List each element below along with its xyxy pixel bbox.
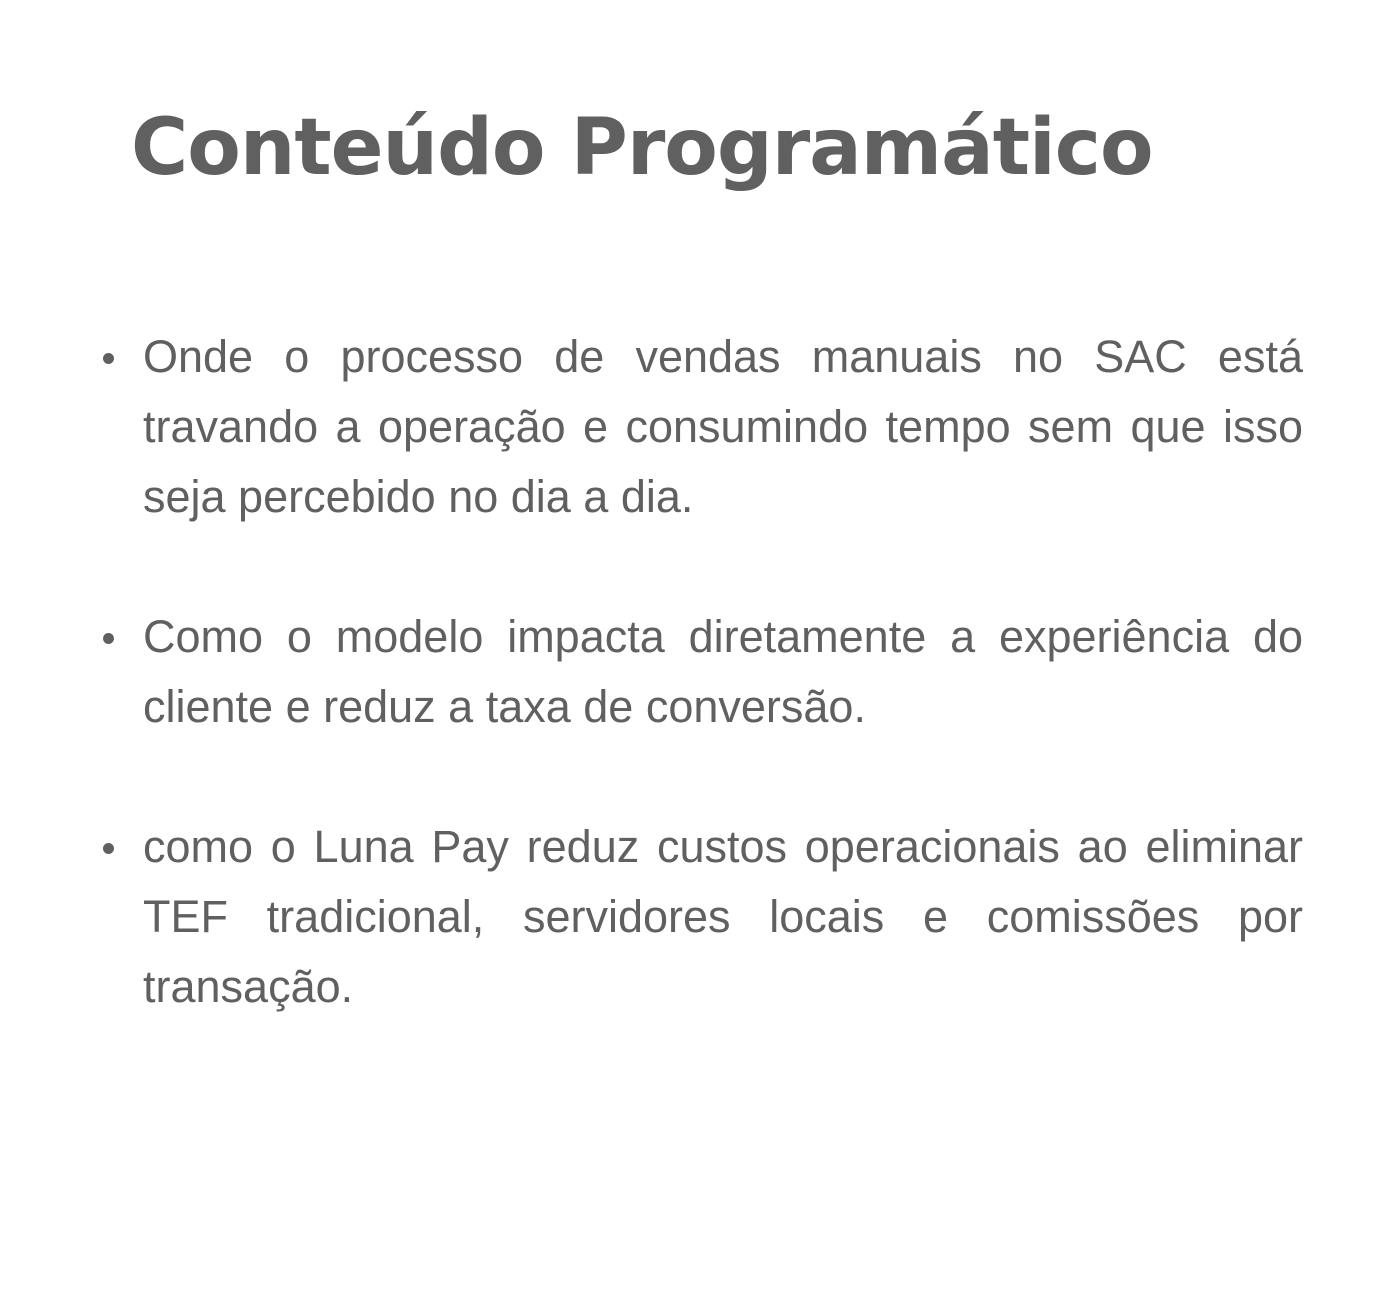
- topic-text: Como o modelo impacta diretamente a experiência do cliente e reduz a taxa de conversão.: [143, 611, 1303, 732]
- topic-text: Onde o processo de vendas manuais no SAC está travando a operação e consumindo tempo sem que isso seja percebido no dia a dia.: [143, 331, 1303, 522]
- topic-list: [143, 322, 1303, 1022]
- bullet-icon: [103, 843, 114, 854]
- topic-text: como o Luna Pay reduz custos operacionais ao eliminar TEF tradicional, servidores locais e comissões por transação.: [143, 821, 1303, 1012]
- page-title: Conteúdo Programático: [131, 103, 1153, 193]
- list-item: [143, 602, 1303, 742]
- list-item: [143, 812, 1303, 1022]
- bullet-icon: [103, 633, 114, 644]
- bullet-icon: [103, 353, 114, 364]
- list-item: [143, 322, 1303, 532]
